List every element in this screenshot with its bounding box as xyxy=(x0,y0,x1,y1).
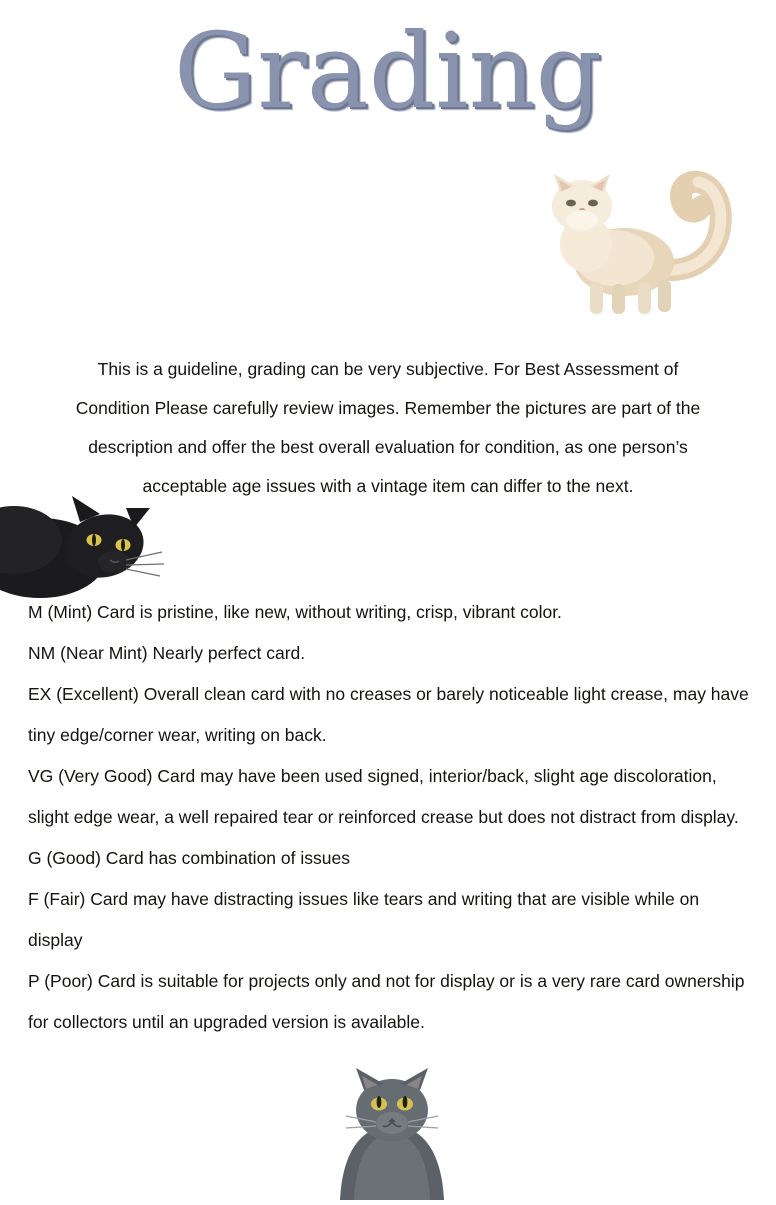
grade-item-vg: VG (Very Good) Card may have been used signed, interior/back, slight age discoloration, slight edge wear, a well repaired tear or reinforced crease but does not distract from display. xyxy=(28,766,739,827)
grade-list xyxy=(28,592,758,1043)
page-title: Grading xyxy=(173,10,603,132)
cream-cat-image xyxy=(520,158,736,318)
grade-item-g: G (Good) Card has combination of issues xyxy=(28,848,350,868)
intro-paragraph: This is a guideline, grading can be very subjective. For Best Assessment of Condition Please carefully review images. Remember the pictures are part of the description and offer the best overall evaluation for condition, as one person’s acceptable age issues with a vintage item can differ to the next. xyxy=(75,359,701,496)
grade-item-f: F (Fair) Card may have distracting issues like tears and writing that are visible while on display xyxy=(28,889,700,950)
cream-cat-alt xyxy=(736,158,737,159)
grey-cat-alt xyxy=(468,1068,469,1069)
grey-cat-image xyxy=(316,1068,468,1200)
grade-item-m: M (Mint) Card is pristine, like new, without writing, crisp, vibrant color. xyxy=(28,602,562,622)
grade-item-ex: EX (Excellent) Overall clean card with no creases or barely noticeable light crease, may have tiny edge/corner wear, writing on back. xyxy=(28,684,749,745)
grade-item-nm: NM (Near Mint) Nearly perfect card. xyxy=(28,643,306,663)
grade-item-p: P (Poor) Card is suitable for projects only and not for display or is a very rare card ownership for collectors until an upgraded version is available. xyxy=(28,971,745,1032)
